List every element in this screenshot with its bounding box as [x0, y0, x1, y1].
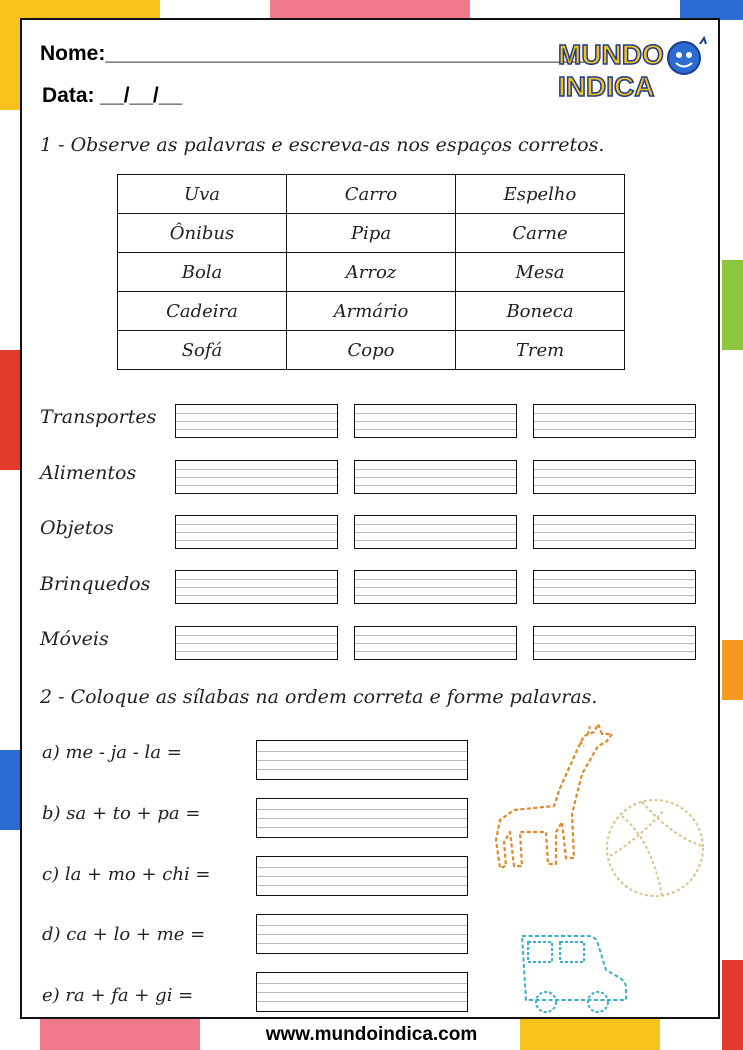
writing-box[interactable] [354, 626, 517, 660]
table-cell: Arroz [287, 253, 456, 292]
table-cell: Espelho [456, 175, 625, 214]
writing-box[interactable] [533, 404, 696, 438]
logo-line2: INDICA [558, 71, 655, 100]
table-cell: Uva [118, 175, 287, 214]
writing-box[interactable] [354, 570, 517, 604]
syllable-item-e: e) ra + fa + gi = [42, 985, 194, 1006]
table-row [118, 331, 625, 370]
syllable-item-c: c) la + mo + chi = [42, 864, 211, 885]
table-row [118, 253, 625, 292]
table-cell: Pipa [287, 214, 456, 253]
date-field-label: Data: __/__/__ [42, 84, 183, 107]
answer-box[interactable] [256, 914, 468, 954]
writing-box[interactable] [175, 404, 338, 438]
logo-icon [556, 36, 716, 100]
table-cell: Copo [287, 331, 456, 370]
question2-text: 2 - Coloque as sílabas na ordem correta e forme palavras. [40, 686, 598, 708]
table-row [118, 292, 625, 331]
footer-url: www.mundoindica.com [265, 1024, 478, 1045]
table-cell: Trem [456, 331, 625, 370]
decor-block-blue-left [0, 750, 20, 830]
table-cell: Mesa [456, 253, 625, 292]
category-label-alimentos: Alimentos [40, 462, 137, 484]
writing-box[interactable] [354, 460, 517, 494]
category-label-brinquedos: Brinquedos [40, 573, 151, 595]
syllable-item-b: b) sa + to + pa = [42, 803, 201, 824]
mundo-indica-logo [556, 36, 716, 100]
bus-tracing-icon [516, 930, 628, 1016]
giraffe-tracing-icon [484, 720, 614, 872]
table-cell: Carne [456, 214, 625, 253]
ball-tracing-icon [602, 796, 708, 900]
table-cell: Ônibus [118, 214, 287, 253]
writing-box[interactable] [354, 515, 517, 549]
category-label-objetos: Objetos [40, 517, 114, 539]
decor-block-green-right [722, 260, 743, 350]
writing-box[interactable] [533, 570, 696, 604]
category-label-moveis: Móveis [40, 628, 109, 650]
writing-box[interactable] [533, 460, 696, 494]
name-field-label: Nome:_________________________________________ [40, 42, 585, 65]
table-row [118, 175, 625, 214]
writing-box[interactable] [175, 460, 338, 494]
writing-box[interactable] [175, 626, 338, 660]
decor-block-red-left [0, 350, 20, 470]
table-cell: Armário [287, 292, 456, 331]
writing-box[interactable] [533, 515, 696, 549]
answer-box[interactable] [256, 798, 468, 838]
logo-line1: MUNDO [558, 39, 664, 70]
table-cell: Sofá [118, 331, 287, 370]
writing-box[interactable] [175, 515, 338, 549]
table-cell: Carro [287, 175, 456, 214]
decor-block-orange-right [722, 640, 743, 700]
answer-box[interactable] [256, 972, 468, 1012]
word-table [117, 174, 625, 370]
table-cell: Cadeira [118, 292, 287, 331]
answer-box[interactable] [256, 856, 468, 896]
decor-block-blue-top-right [680, 0, 743, 20]
syllable-item-d: d) ca + lo + me = [42, 924, 206, 945]
table-cell: Bola [118, 253, 287, 292]
writing-box[interactable] [533, 626, 696, 660]
writing-box[interactable] [354, 404, 517, 438]
table-cell: Boneca [456, 292, 625, 331]
writing-box[interactable] [175, 570, 338, 604]
question1-text: 1 - Observe as palavras e escreva-as nos espaços corretos. [40, 134, 605, 156]
syllable-item-a: a) me - ja - la = [42, 742, 182, 763]
decor-block-yellow-left [0, 30, 20, 110]
answer-box[interactable] [256, 740, 468, 780]
decor-block-pink-top [270, 0, 470, 18]
category-label-transportes: Transportes [40, 406, 157, 428]
table-row [118, 214, 625, 253]
